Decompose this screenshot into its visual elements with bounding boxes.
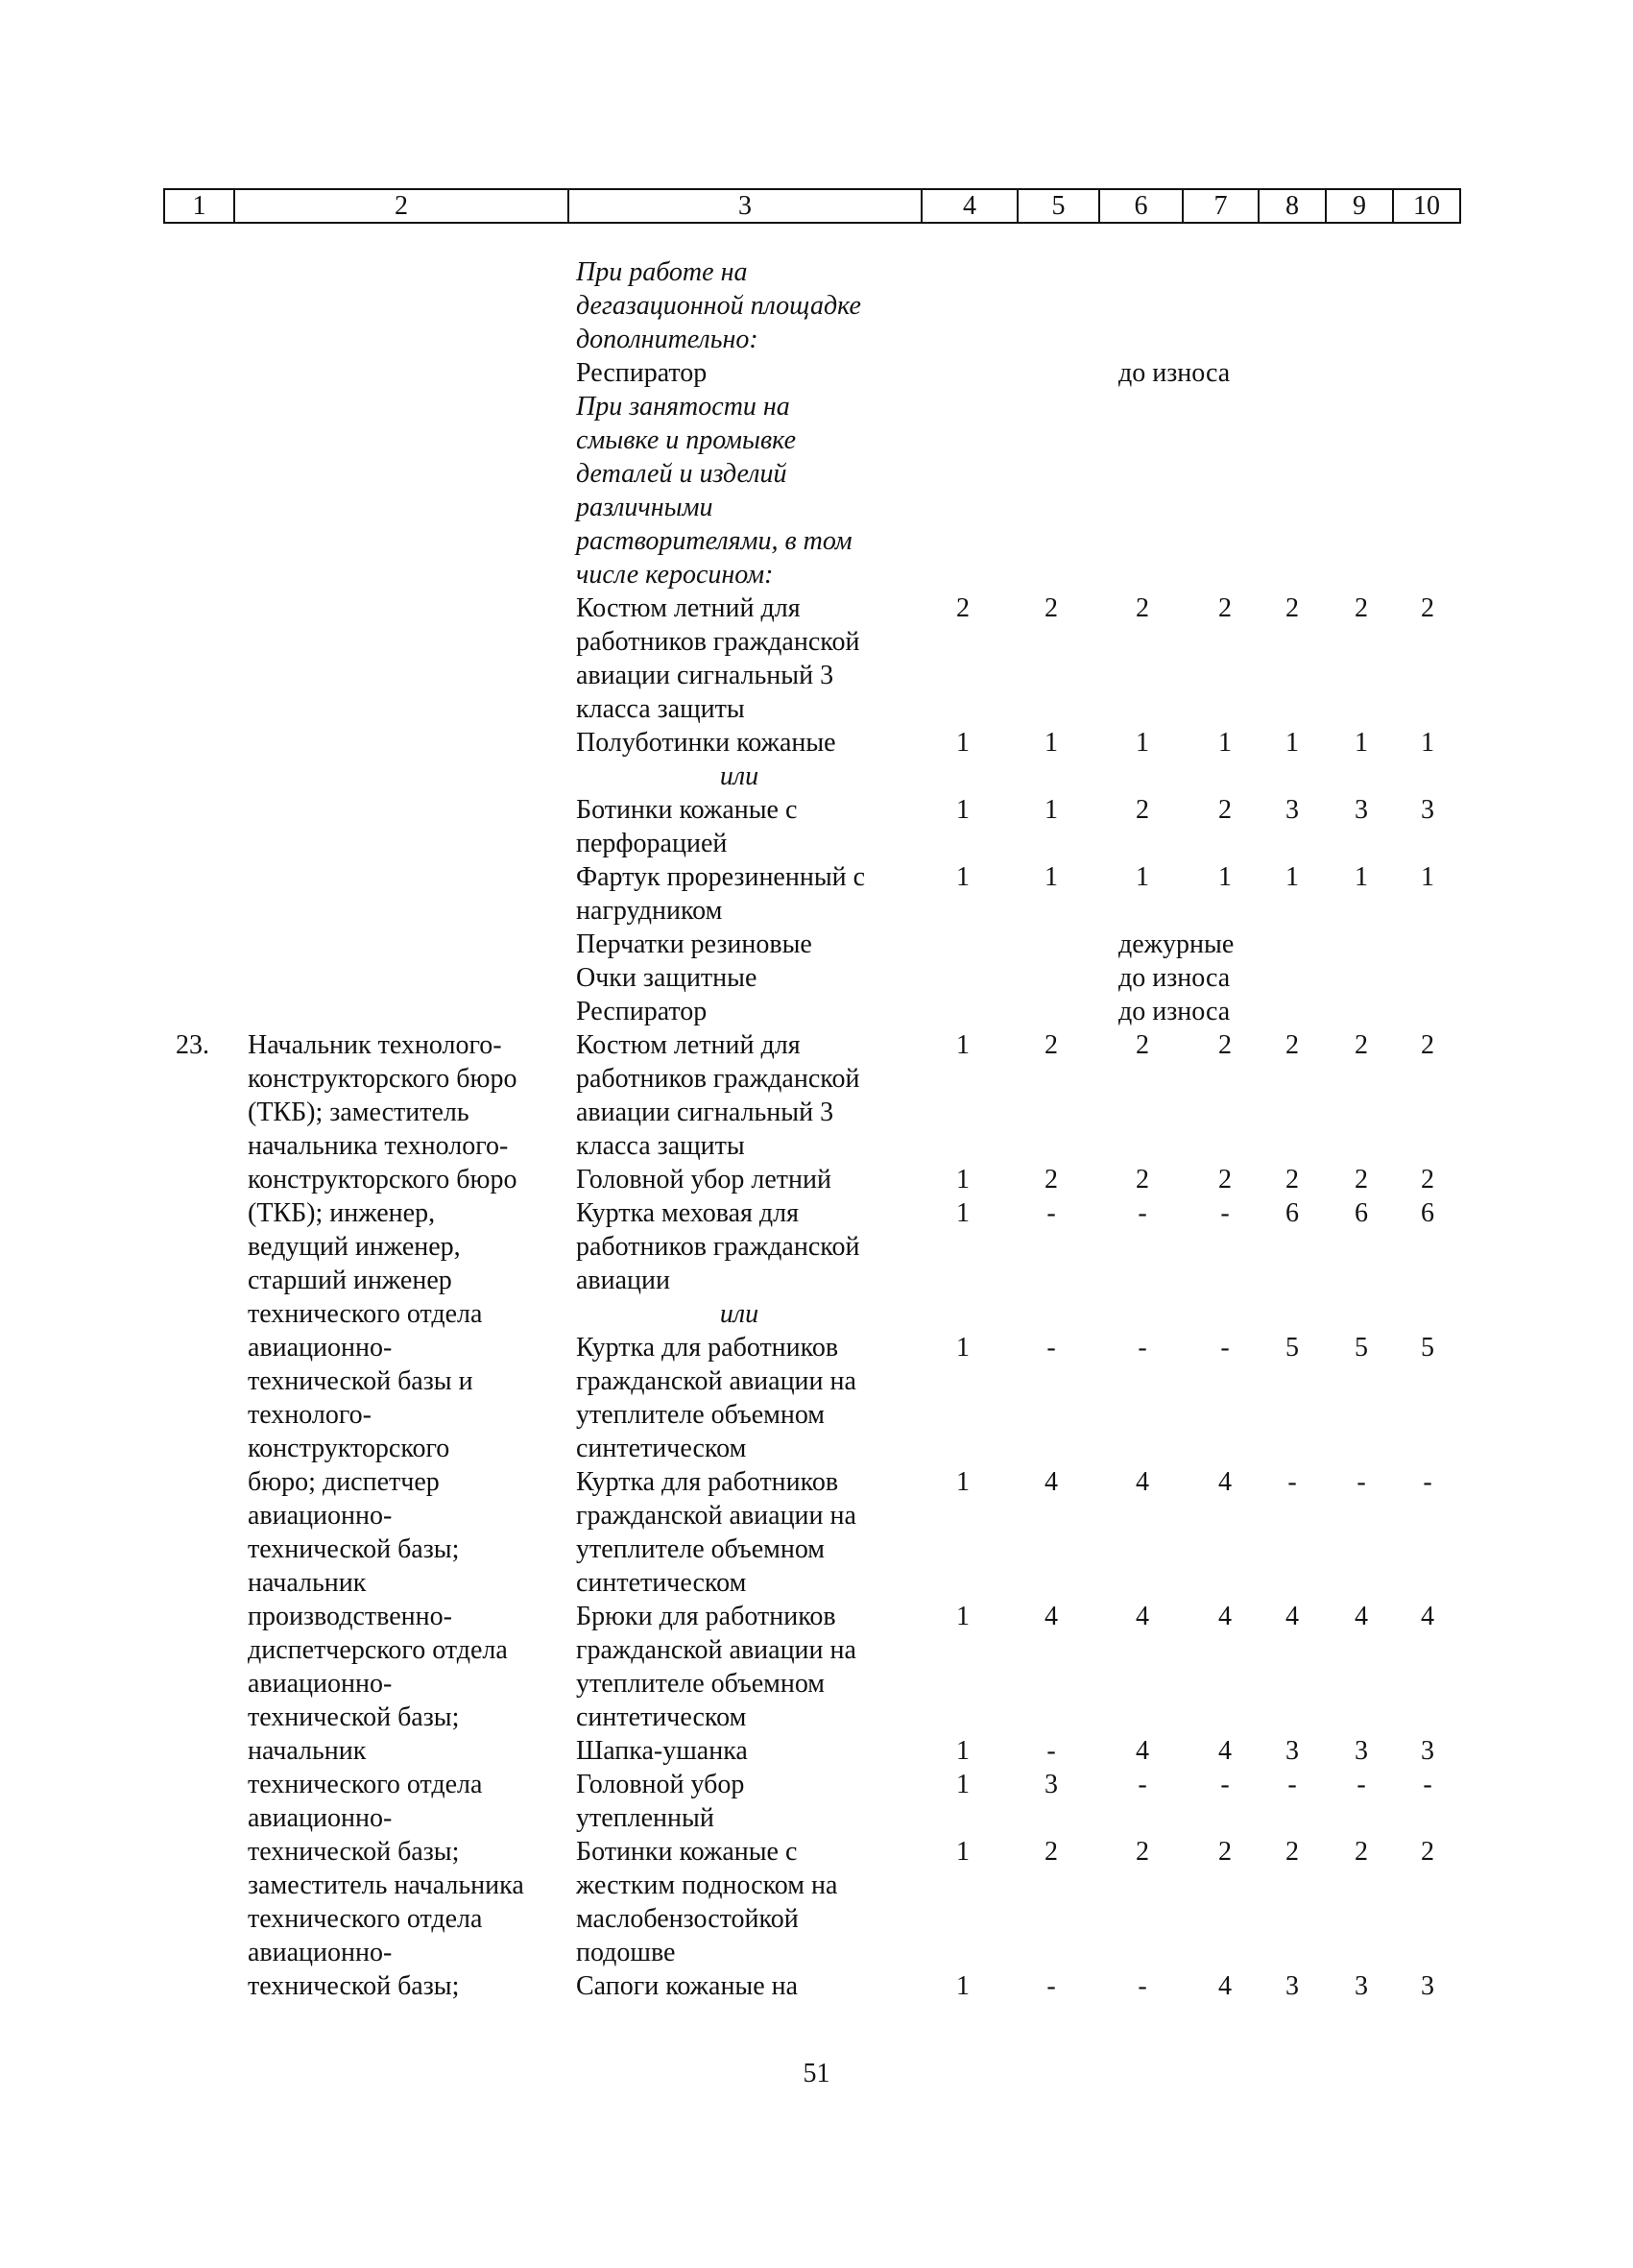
wear-period-value: - [1046,1333,1056,1363]
wear-period-value: - [1046,1736,1056,1766]
wear-period-value: 4 [1355,1602,1368,1631]
position-line: авиационно- [248,1803,393,1833]
wear-period-value: 2 [1045,1030,1058,1060]
position-line: технической базы; [248,1837,460,1867]
wear-period-value: 4 [1136,1736,1149,1766]
wear-period-value: 1 [1218,728,1232,758]
wear-period-value: 2 [1136,795,1149,825]
wear-period-value: 2 [1136,1837,1149,1867]
item-name-line: Головной убор летний [576,1165,831,1194]
wear-period-value: 4 [1045,1602,1058,1631]
wear-period-value: 4 [1045,1467,1058,1497]
position-line: конструкторского бюро [248,1064,517,1094]
wear-period-value: - [1046,1198,1056,1228]
wear-period-value: 4 [1136,1602,1149,1631]
wear-period-value: - [1287,1467,1297,1497]
wear-period-value: - [1220,1198,1230,1228]
wear-period-value: 1 [1421,728,1434,758]
header-col-7: 7 [1184,190,1260,222]
wear-period-value: - [1220,1770,1230,1799]
wear-period-value: 2 [1218,593,1232,623]
wear-period-value: 2 [1285,1837,1299,1867]
item-name-line: синтетическом [576,1434,747,1463]
position-line: начальник [248,1568,367,1598]
item-name-line: класса защиты [576,1131,745,1161]
wear-period-value: 5 [1355,1333,1368,1363]
wear-period-value: 3 [1285,1736,1299,1766]
column-number-header [163,188,1461,224]
item-name-line: Полуботинки кожаные [576,728,836,758]
item-name-line: класса защиты [576,694,745,724]
wear-period-value: 1 [956,1165,970,1194]
wear-period-value: 1 [956,1333,970,1363]
wear-period-note: до износа [1118,358,1231,388]
wear-period-value: 1 [956,1837,970,1867]
item-name-line: Респиратор [576,358,708,388]
wear-period-value: 2 [1218,1030,1232,1060]
header-col-6: 6 [1100,190,1184,222]
wear-period-value: 3 [1355,1971,1368,2001]
item-name-line: утеплителе объемном [576,1400,826,1430]
wear-period-value: 2 [956,593,970,623]
wear-period-value: 4 [1218,1467,1232,1497]
wear-period-value: 3 [1285,795,1299,825]
wear-period-value: - [1287,1770,1297,1799]
wear-period-value: 2 [1218,1165,1232,1194]
item-name-line: Перчатки резиновые [576,929,812,959]
wear-period-value: - [1138,1971,1147,2001]
header-col-2: 2 [235,190,569,222]
item-name-line: подошве [576,1938,676,1967]
wear-period-value: - [1423,1467,1432,1497]
item-name-line: Сапоги кожаные на [576,1971,799,2001]
item-name-line: синтетическом [576,1702,747,1732]
header-col-1: 1 [165,190,235,222]
wear-period-value: 4 [1218,1971,1232,2001]
position-line: технической базы и [248,1366,473,1396]
wear-period-value: 2 [1421,1030,1434,1060]
position-line: старший инженер [248,1266,452,1295]
position-line: авиационно- [248,1938,393,1967]
wear-period-value: 1 [956,1602,970,1631]
item-name-line: Костюм летний для [576,593,801,623]
wear-period-value: 1 [1045,728,1058,758]
wear-period-value: 6 [1421,1198,1434,1228]
item-note-line: дополнительно: [576,325,758,354]
wear-period-value: 4 [1136,1467,1149,1497]
wear-period-value: 5 [1421,1333,1434,1363]
item-name-line: Шапка-ушанка [576,1736,748,1766]
item-name-line: перфорацией [576,829,728,858]
wear-period-value: 1 [1285,862,1299,892]
wear-period-value: 1 [1285,728,1299,758]
item-name-line: Костюм летний для [576,1030,801,1060]
wear-period-value: 1 [1136,728,1149,758]
item-name-line: нагрудником [576,896,723,926]
wear-period-value: 4 [1285,1602,1299,1631]
position-line: авиационно- [248,1501,393,1531]
wear-period-value: 3 [1045,1770,1058,1799]
wear-period-value: 1 [1136,862,1149,892]
wear-period-value: 3 [1355,1736,1368,1766]
wear-period-value: 3 [1285,1971,1299,2001]
position-line: конструкторского [248,1434,450,1463]
wear-period-value: 2 [1355,1165,1368,1194]
wear-period-value: 1 [1355,728,1368,758]
wear-period-value: - [1220,1333,1230,1363]
wear-period-value: 1 [956,1770,970,1799]
position-line: производственно- [248,1602,452,1631]
item-name-line: утеплителе объемном [576,1669,826,1699]
position-line: (ТКБ); заместитель [248,1098,469,1127]
wear-period-value: 2 [1355,593,1368,623]
item-name-line: Головной убор [576,1770,745,1799]
wear-period-value: 6 [1355,1198,1368,1228]
wear-period-value: 4 [1421,1602,1434,1631]
position-line: конструкторского бюро [248,1165,517,1194]
wear-period-value: 5 [1285,1333,1299,1363]
wear-period-value: 1 [956,1198,970,1228]
wear-period-value: 2 [1285,1165,1299,1194]
item-note-line: смывке и промывке [576,425,796,455]
item-note-line: растворителями, в том [576,526,853,556]
wear-period-value: - [1138,1770,1147,1799]
wear-period-value: 1 [1355,862,1368,892]
item-name-line: Фартук прорезиненный с [576,862,866,892]
position-line: Начальник технолого- [248,1030,502,1060]
item-note-line: различными [576,493,713,522]
item-name-line: авиации сигнальный 3 [576,661,834,690]
position-line: начальника технолого- [248,1131,509,1161]
item-note-line: или [719,1299,759,1329]
wear-period-value: 2 [1355,1837,1368,1867]
wear-period-value: 2 [1421,593,1434,623]
wear-period-value: 3 [1421,1971,1434,2001]
position-line: технической базы; [248,1702,460,1732]
wear-period-value: 2 [1136,1030,1149,1060]
position-line: ведущий инженер, [248,1232,461,1262]
item-note-line: дегазационной площадке [576,291,861,321]
item-name-line: Брюки для работников [576,1602,836,1631]
position-line: технической базы; [248,1534,460,1564]
wear-period-value: - [1046,1971,1056,2001]
header-col-3: 3 [569,190,923,222]
item-name-line: синтетическом [576,1568,747,1598]
wear-period-value: 3 [1355,795,1368,825]
page-number: 51 [803,2059,830,2088]
wear-period-value: 2 [1136,1165,1149,1194]
item-name-line: утепленный [576,1803,714,1833]
wear-period-value: 2 [1218,1837,1232,1867]
item-name-line: работников гражданской [576,1232,860,1262]
item-name-line: Ботинки кожаные с [576,795,798,825]
wear-period-value: - [1423,1770,1432,1799]
wear-period-value: 4 [1218,1602,1232,1631]
item-name-line: работников гражданской [576,1064,860,1094]
wear-period-note: дежурные [1118,929,1235,959]
item-name-line: гражданской авиации на [576,1635,856,1665]
item-name-line: жестким подноском на [576,1870,838,1900]
item-name-line: утеплителе объемном [576,1534,826,1564]
item-name-line: Куртка для работников [576,1467,839,1497]
position-line: авиационно- [248,1333,393,1363]
item-note-line: или [719,761,759,791]
wear-period-value: - [1357,1467,1366,1497]
wear-period-value: 1 [956,862,970,892]
wear-period-value: 2 [1045,593,1058,623]
wear-period-value: 2 [1045,1837,1058,1867]
item-note-line: При занятости на [576,392,790,422]
position-line: диспетчерского отдела [248,1635,508,1665]
wear-period-value: 1 [956,1030,970,1060]
position-line: технического отдела [248,1904,483,1934]
wear-period-value: 4 [1218,1736,1232,1766]
wear-period-value: 1 [956,1736,970,1766]
wear-period-value: 1 [956,1971,970,2001]
header-col-10: 10 [1394,190,1461,222]
wear-period-value: 2 [1136,593,1149,623]
wear-period-value: 2 [1421,1837,1434,1867]
item-note-line: числе керосином: [576,560,774,590]
wear-period-value: 1 [956,1467,970,1497]
wear-period-value: 1 [956,795,970,825]
wear-period-value: 3 [1421,795,1434,825]
item-name-line: работников гражданской [576,627,860,657]
position-line: (ТКБ); инженер, [248,1198,436,1228]
item-name-line: Очки защитные [576,963,757,993]
wear-period-value: 1 [1045,795,1058,825]
item-name-line: Респиратор [576,997,708,1026]
position-line: заместитель начальника [248,1870,524,1900]
item-name-line: Куртка меховая для [576,1198,800,1228]
item-name-line: авиации сигнальный 3 [576,1098,834,1127]
wear-period-value: 2 [1285,593,1299,623]
header-col-8: 8 [1260,190,1327,222]
item-name-line: авиации [576,1266,671,1295]
wear-period-value: 1 [1045,862,1058,892]
item-note-line: деталей и изделий [576,459,787,489]
wear-period-value: 6 [1285,1198,1299,1228]
item-note-line: При работе на [576,257,748,287]
position-line: технолого- [248,1400,372,1430]
header-col-4: 4 [923,190,1019,222]
position-line: технического отдела [248,1770,483,1799]
wear-period-value: 1 [1218,862,1232,892]
header-col-9: 9 [1327,190,1394,222]
position-line: технического отдела [248,1299,483,1329]
wear-period-value: 3 [1421,1736,1434,1766]
wear-period-value: 2 [1218,795,1232,825]
wear-period-value: 2 [1355,1030,1368,1060]
wear-period-value: 1 [1421,862,1434,892]
position-line: технической базы; [248,1971,460,2001]
wear-period-note: до износа [1118,963,1231,993]
entry-number: 23. [176,1030,209,1060]
wear-period-value: 2 [1045,1165,1058,1194]
position-line: бюро; диспетчер [248,1467,440,1497]
position-line: начальник [248,1736,367,1766]
wear-period-value: 2 [1421,1165,1434,1194]
wear-period-value: 2 [1285,1030,1299,1060]
wear-period-value: - [1138,1198,1147,1228]
item-name-line: гражданской авиации на [576,1366,856,1396]
wear-period-value: 1 [956,728,970,758]
wear-period-note: до износа [1118,997,1231,1026]
item-name-line: гражданской авиации на [576,1501,856,1531]
header-col-5: 5 [1019,190,1100,222]
wear-period-value: - [1138,1333,1147,1363]
wear-period-value: - [1357,1770,1366,1799]
position-line: авиационно- [248,1669,393,1699]
item-name-line: Ботинки кожаные с [576,1837,798,1867]
item-name-line: Куртка для работников [576,1333,839,1363]
item-name-line: маслобензостойкой [576,1904,799,1934]
